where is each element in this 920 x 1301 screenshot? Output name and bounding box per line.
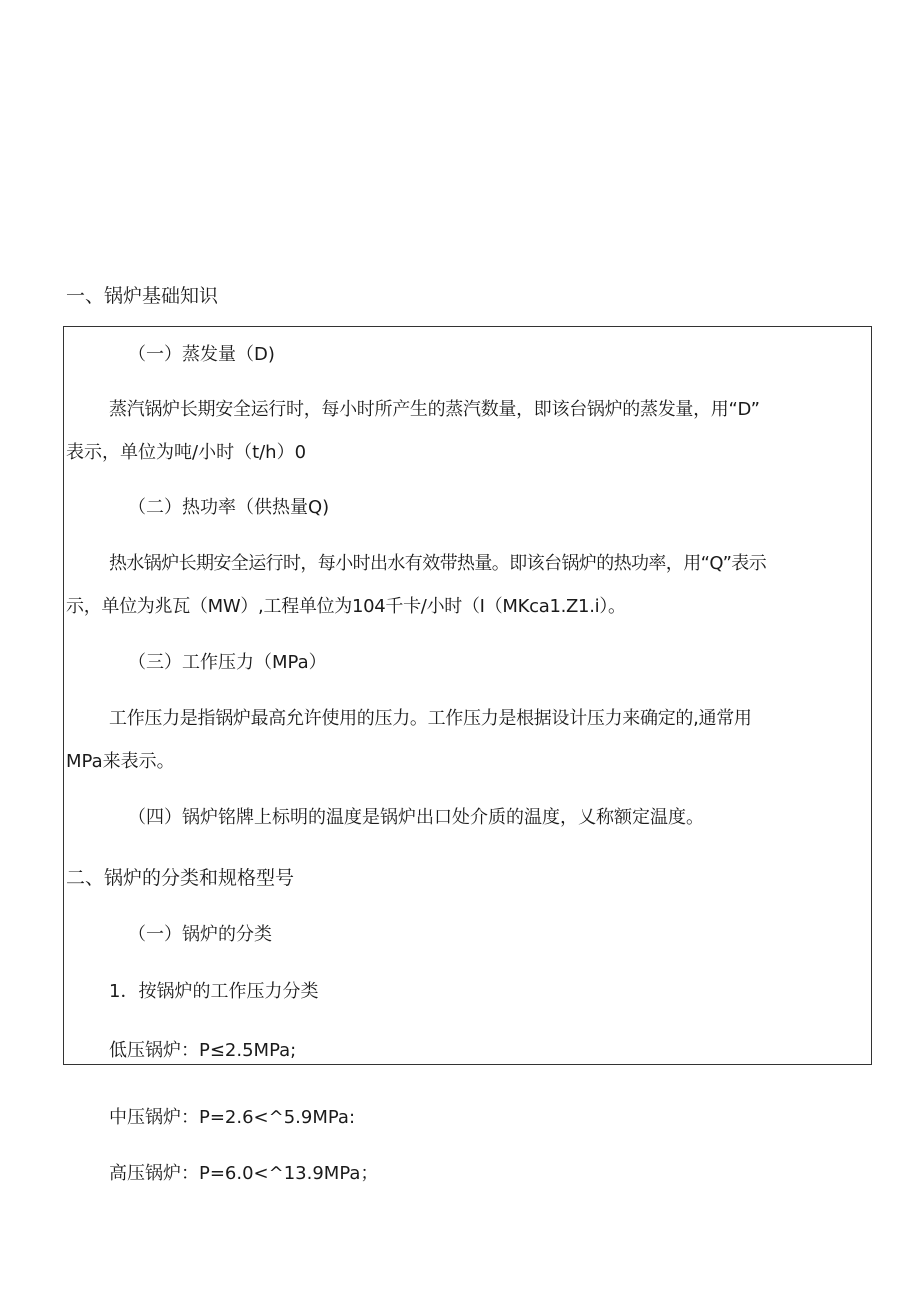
low-pressure-item: 低压锅炉：P≤2.5MPa; [109,1040,297,1061]
item-1-title: （一）蒸发量（D) [128,344,275,365]
mid-pressure-item: 中压锅炉：P=2.6<^5.9MPa: [109,1107,356,1128]
item-3-title: （三）工作压力（MPa） [128,652,327,673]
item-4-line: （四）锅炉铭牌上标明的温度是锅炉出口处介质的温度，乂称额定温度。 [128,807,704,828]
high-pressure-item: 高压锅炉：P=6.0<^13.9MPa； [109,1163,379,1184]
content-frame [63,326,872,1065]
item-3-body-line-2: MPa来表示。 [66,751,175,772]
list-1-title: 1．按锅炉的工作压力分类 [109,981,319,1002]
item-3-body-line-1: 工作压力是指锅炉最高允许使用的压力。工作压力是根据设计压力来确定的,通常用 [109,708,752,729]
item-2-body-line-2: 示，单位为兆瓦（MW）,工程单位为104千卡/小时（I（MKca1.Z1.i）。 [66,596,626,617]
item-1-body-line-2: 表示，单位为吨/小时（t/h）0 [66,442,307,463]
item-2-title: （二）热功率（供热量Q) [128,497,330,518]
item-1-body-line-1: 蒸汽锅炉长期安全运行时，每小时所产生的蒸汽数量，即该台锅炉的蒸发量，用“D” [109,399,760,420]
item-2-body-line-1: 热水锅炉长期安全运行时，每小时出水有效带热量。即该台锅炉的热功率，用“Q”表示 [109,553,767,574]
section-1-heading: 一、锅炉基础知识 [66,285,219,307]
subsection-1-title: （一）锅炉的分类 [128,924,272,945]
section-2-heading: 二、锅炉的分类和规格型号 [66,867,295,889]
